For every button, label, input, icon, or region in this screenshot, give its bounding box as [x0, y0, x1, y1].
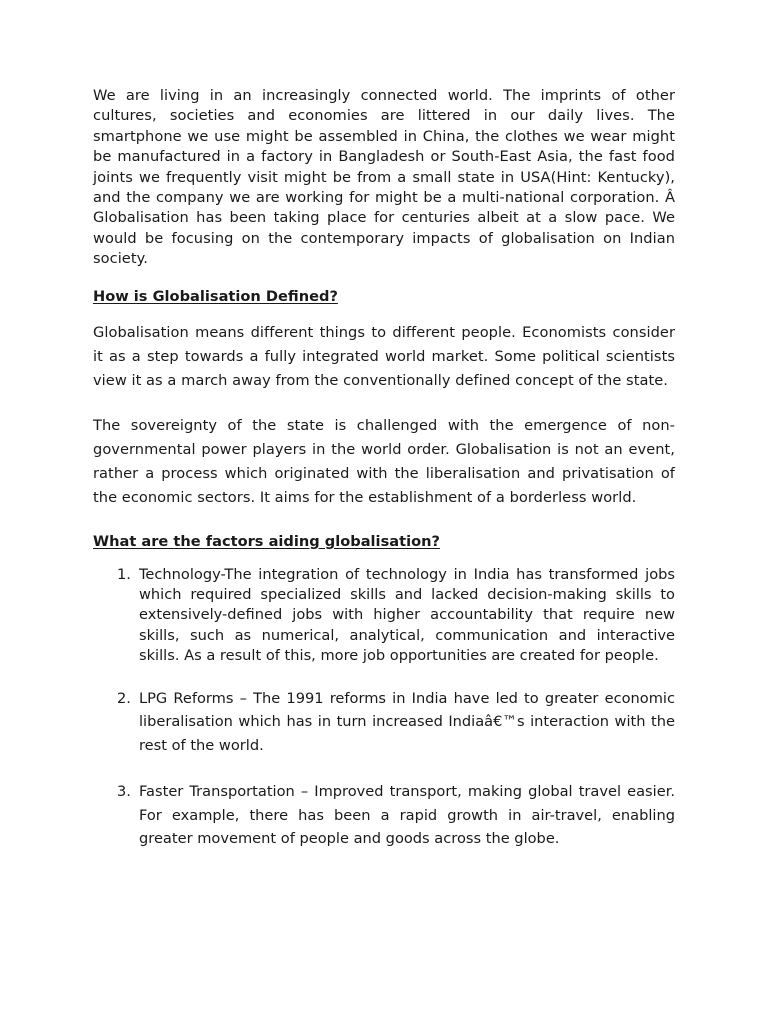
definition-paragraph-2: The sovereignty of the state is challenged with the emergence of non-governmental power players in the world order. Globalisation is not an event, rather a process which originated with the liberalisation and privatisation of the economic sectors. It aims for the establishment of a borderless world.	[93, 416, 675, 506]
list-item-technology	[117, 565, 675, 667]
list-number: 1.	[117, 565, 131, 583]
intro-paragraph: We are living in an increasingly connected world. The imprints of other cultures, societies and economies are littered in our daily lives. The smartphone we use might be assembled in China, the clothes we wear might be manufactured in a factory in Bangladesh or South-East Asia, the fast food joints we frequently visit might be from a small state in USA(Hint: Kentucky), and the company we are working for might be a multi-national corporation. Â Globalisation has been taking place for centuries albeit at a slow pace. We would be focusing on the contemporary impacts of globalisation on Indian society.	[93, 87, 675, 268]
heading-factors: What are the factors aiding globalisation?	[93, 532, 440, 550]
heading-definition: How is Globalisation Defined?	[93, 287, 338, 305]
list-item-faster-transportation	[117, 780, 675, 851]
list-number: 2.	[117, 689, 131, 707]
definition-paragraph-1: Globalisation means different things to different people. Economists consider it as a step towards a fully integrated world market. Some political scientists view it as a march away from the conventionally defined concept of the state.	[93, 323, 675, 389]
list-number: 3.	[117, 783, 131, 801]
list-item-lpg-reforms	[117, 687, 675, 758]
document-page	[93, 86, 675, 851]
list-item-text: Technology-The integration of technology in India has transformed jobs which required specialized skills and lacked decision-making skills to extensively-defined jobs with higher accountability that require new skills, such as numerical, analytical, communication and interactive skills. As a result of this, more job opportunities are created for people.	[139, 565, 675, 665]
list-item-text: Faster Transportation – Improved transport, making global travel easier. For example, there has been a rapid growth in air-travel, enabling greater movement of people and goods across the globe.	[139, 783, 675, 848]
factors-list	[93, 565, 675, 851]
list-item-text: LPG Reforms – The 1991 reforms in India have led to greater economic liberalisation which has in turn increased Indiaâ€™s interaction with the rest of the world.	[139, 689, 675, 754]
